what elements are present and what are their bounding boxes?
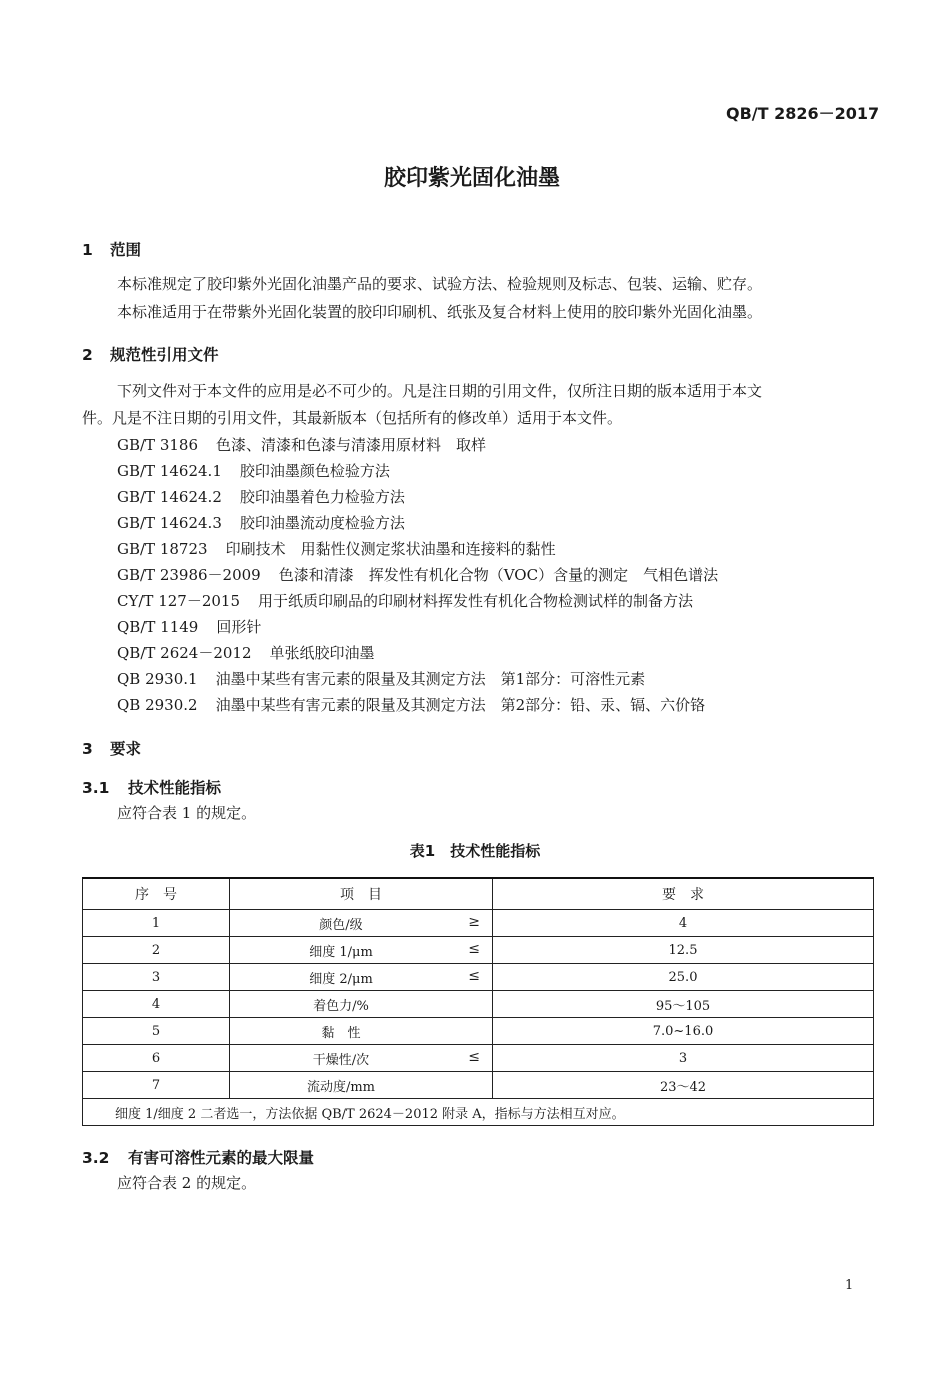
section-2-intro-line-1: 下列文件对于本文件的应用是必不可少的。凡是注日期的引用文件，仅所注日期的版本适用于本文 xyxy=(117,382,763,400)
cell-item xyxy=(230,1045,493,1072)
reference-title: 油墨中某些有害元素的限量及其测定方法 第1部分：可溶性元素 xyxy=(215,670,646,688)
reference-item xyxy=(117,460,390,481)
reference-item xyxy=(117,668,645,689)
section-3-number: 3 xyxy=(82,740,93,758)
table-row xyxy=(83,937,874,964)
header-requirement: 要 求 xyxy=(493,878,874,910)
reference-title: 回形针 xyxy=(216,618,262,636)
reference-code: QB/T 2624－2012 xyxy=(117,644,252,662)
section-3-title: 要求 xyxy=(110,740,142,758)
cell-no: 5 xyxy=(83,1018,230,1045)
header-no: 序 号 xyxy=(83,878,230,910)
cell-no: 6 xyxy=(83,1045,230,1072)
reference-code: QB/T 1149 xyxy=(117,618,199,636)
section-3-2-number: 3.2 xyxy=(82,1149,110,1167)
reference-code: GB/T 3186 xyxy=(117,436,199,454)
reference-item xyxy=(117,434,486,455)
cell-no: 7 xyxy=(83,1072,230,1099)
cell-requirement: 95～105 xyxy=(493,991,874,1018)
reference-code: QB 2930.2 xyxy=(117,696,198,714)
table-row xyxy=(83,910,874,937)
standard-number: QB/T 2826－2017 xyxy=(726,104,880,123)
cell-item xyxy=(230,1072,493,1099)
table-header-row xyxy=(83,878,874,910)
page-number: 1 xyxy=(845,1278,854,1293)
table-1-caption: 表1 技术性能指标 xyxy=(409,842,541,860)
reference-title: 油墨中某些有害元素的限量及其测定方法 第2部分：铅、汞、镉、六价铬 xyxy=(215,696,706,714)
header-item: 项 目 xyxy=(230,878,493,910)
reference-item xyxy=(117,564,718,585)
cell-no: 1 xyxy=(83,910,230,937)
item-operator: ≤ xyxy=(468,968,480,984)
table-row xyxy=(83,1018,874,1045)
cell-no: 4 xyxy=(83,991,230,1018)
document-title: 胶印紫光固化油墨 xyxy=(383,166,560,191)
table-row xyxy=(83,1072,874,1099)
item-name: 颜色/级 xyxy=(319,917,363,933)
section-2-number: 2 xyxy=(82,346,93,364)
reference-code: GB/T 14624.3 xyxy=(117,514,222,532)
cell-item xyxy=(230,910,493,937)
reference-title: 用于纸质印刷品的印刷材料挥发性有机化合物检测试样的制备方法 xyxy=(258,592,694,610)
reference-title: 胶印油墨流动度检验方法 xyxy=(239,514,405,532)
item-name: 干燥性/次 xyxy=(312,1052,370,1068)
reference-item xyxy=(117,538,556,559)
item-name: 细度 2/μm xyxy=(309,971,373,987)
section-3-1-heading xyxy=(82,776,221,798)
table-row xyxy=(83,991,874,1018)
reference-code: GB/T 14624.1 xyxy=(117,462,222,480)
section-1-heading xyxy=(82,238,141,260)
table-note-row xyxy=(83,1099,874,1126)
reference-item xyxy=(117,590,693,611)
section-2-heading xyxy=(82,343,219,365)
reference-title: 胶印油墨颜色检验方法 xyxy=(239,462,390,480)
cell-requirement: 4 xyxy=(493,910,874,937)
cell-requirement: 7.0~16.0 xyxy=(493,1018,874,1045)
section-3-2-title: 有害可溶性元素的最大限量 xyxy=(128,1149,315,1167)
reference-title: 色漆、清漆和色漆与清漆用原材料 取样 xyxy=(216,436,487,454)
reference-item xyxy=(117,486,405,507)
reference-title: 单张纸胶印油墨 xyxy=(269,644,375,662)
reference-item xyxy=(117,642,375,663)
cell-requirement: 23～42 xyxy=(493,1072,874,1099)
table-note: 细度 1/细度 2 二者选一，方法依据 QB/T 2624－2012 附录 A，指标与方法相互对应。 xyxy=(83,1099,874,1126)
cell-requirement: 25.0 xyxy=(493,964,874,991)
cell-requirement: 3 xyxy=(493,1045,874,1072)
reference-item xyxy=(117,512,405,533)
item-operator: ≥ xyxy=(468,914,480,930)
reference-code: CY/T 127－2015 xyxy=(117,592,241,610)
reference-code: GB/T 14624.2 xyxy=(117,488,222,506)
cell-item xyxy=(230,1018,493,1045)
item-name: 黏 性 xyxy=(321,1025,361,1041)
item-operator: ≤ xyxy=(468,941,480,957)
section-1-paragraph-1: 本标准规定了胶印紫外光固化油墨产品的要求、试验方法、检验规则及标志、包装、运输、贮存。 xyxy=(117,275,763,293)
item-name: 流动度/mm xyxy=(306,1079,376,1095)
reference-code: GB/T 18723 xyxy=(117,540,208,558)
reference-title: 色漆和清漆 挥发性有机化合物（VOC）含量的测定 气相色谱法 xyxy=(278,566,719,584)
cell-item xyxy=(230,964,493,991)
cell-no: 3 xyxy=(83,964,230,991)
section-3-2-heading xyxy=(82,1146,314,1168)
section-1-title: 范围 xyxy=(110,241,142,259)
item-name: 细度 1/μm xyxy=(309,944,373,960)
cell-item xyxy=(230,937,493,964)
item-name: 着色力/% xyxy=(313,998,369,1014)
reference-title: 胶印油墨着色力检验方法 xyxy=(239,488,405,506)
table-1 xyxy=(82,877,874,1126)
section-2-intro-line-2: 件。凡是不注日期的引用文件，其最新版本（包括所有的修改单）适用于本文件。 xyxy=(82,409,623,427)
section-3-2-text: 应符合表 2 的规定。 xyxy=(117,1174,257,1192)
reference-item xyxy=(117,694,705,715)
table-row xyxy=(83,964,874,991)
cell-no: 2 xyxy=(83,937,230,964)
section-2-title: 规范性引用文件 xyxy=(110,346,219,364)
item-operator: ≤ xyxy=(468,1049,480,1065)
section-1-paragraph-2: 本标准适用于在带紫外光固化装置的胶印印刷机、纸张及复合材料上使用的胶印紫外光固化油墨。 xyxy=(117,303,763,321)
table-row xyxy=(83,1045,874,1072)
section-1-number: 1 xyxy=(82,241,93,259)
cell-item xyxy=(230,991,493,1018)
section-3-1-text: 应符合表 1 的规定。 xyxy=(117,804,257,822)
reference-title: 印刷技术 用黏性仪测定浆状油墨和连接料的黏性 xyxy=(225,540,556,558)
section-3-1-number: 3.1 xyxy=(82,779,110,797)
cell-requirement: 12.5 xyxy=(493,937,874,964)
reference-code: QB 2930.1 xyxy=(117,670,198,688)
section-3-heading xyxy=(82,737,141,759)
reference-item xyxy=(117,616,261,637)
section-3-1-title: 技术性能指标 xyxy=(128,779,222,797)
reference-code: GB/T 23986－2009 xyxy=(117,566,261,584)
